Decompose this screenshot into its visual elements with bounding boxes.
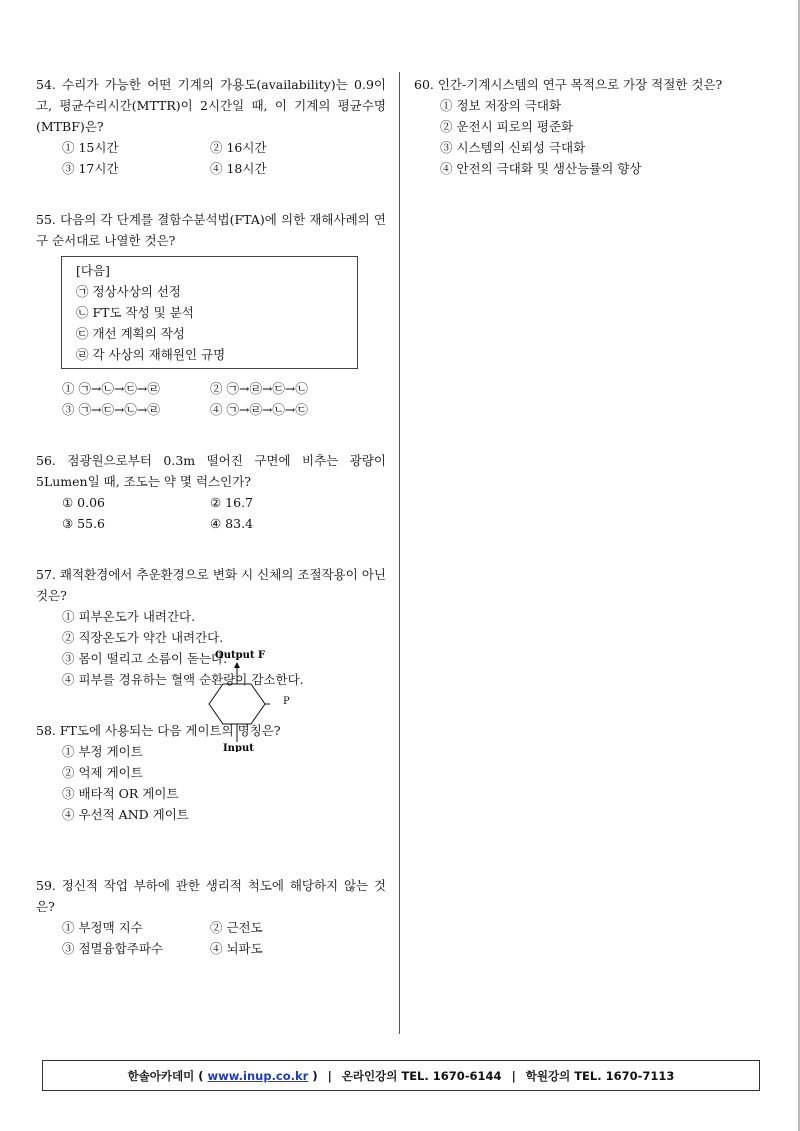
question-57: 57. 쾌적환경에서 추운환경으로 변화 시 신체의 조절작용이 아닌 것은?: [36, 567, 386, 603]
option: ① 부정 게이트: [62, 744, 143, 759]
footer-academy: 한솔아카데미 (: [127, 1068, 204, 1083]
question-55-options: [36, 378, 386, 420]
inhibit-gate-diagram: [175, 648, 270, 752]
column-divider: [399, 72, 400, 1034]
question-59: 59. 정신적 작업 부하에 관한 생리적 척도에 해당하지 않는 것은?: [36, 878, 386, 914]
condition-label: P: [283, 696, 290, 707]
input-label: Input: [223, 743, 254, 752]
output-arrow: [234, 662, 240, 668]
option: ③ 점멸융합주파수: [62, 941, 163, 956]
option: ③ ㉠→㉢→㉡→㉣: [62, 402, 160, 417]
option: ③ 배타적 OR 게이트: [62, 786, 179, 801]
option: ① ㉠→㉡→㉢→㉣: [62, 381, 160, 396]
footer-separator: |: [327, 1068, 332, 1083]
output-label: Output F: [215, 650, 266, 661]
question-58: 58. FT도에 사용되는 다음 게이트의 명칭은?: [36, 723, 281, 738]
right-column: [414, 74, 764, 179]
option: ② 근전도: [210, 920, 263, 935]
hexagon-gate: [209, 684, 265, 724]
option: ④ 피부를 경유하는 혈액 순환량이 감소한다.: [62, 672, 304, 687]
steps-box: [61, 256, 358, 369]
footer-offline-tel: 학원강의 TEL. 1670-7113: [525, 1068, 675, 1083]
option: ④ 뇌파도: [210, 941, 263, 956]
option: ④ ㉠→㉣→㉡→㉢: [210, 402, 308, 417]
footer-website-link[interactable]: www.inup.co.kr: [207, 1068, 309, 1083]
question-56-options: [36, 492, 386, 534]
step-item: ㉡ FT도 작성 및 분석: [76, 305, 194, 320]
question-58-options: [36, 741, 386, 825]
question-54-options: [36, 137, 386, 179]
option: ② 16시간: [210, 140, 267, 155]
option: ③ 시스템의 신뢰성 극대화: [440, 140, 586, 155]
option: ④ 18시간: [210, 161, 267, 176]
option: ② 운전시 피로의 평준화: [440, 119, 574, 134]
footer-online-tel: 온라인강의 TEL. 1670-6144: [341, 1068, 502, 1083]
left-column: [36, 74, 386, 959]
question-59-options: [36, 917, 386, 959]
steps-box-title: [다음]: [76, 263, 110, 278]
step-item: ㉣ 각 사상의 재해원인 규명: [76, 347, 226, 362]
footer-separator: |: [511, 1068, 516, 1083]
step-item: ㉠ 정상사상의 선정: [76, 284, 181, 299]
option: ④ 안전의 극대화 및 생산능률의 향상: [440, 161, 642, 176]
step-item: ㉢ 개선 계획의 작성: [76, 326, 185, 341]
option: ② 16.7: [210, 495, 254, 510]
footer-paren: ): [312, 1068, 318, 1083]
option: ③ 17시간: [62, 161, 119, 176]
question-55: 55. 다음의 각 단계를 결함수분석법(FTA)에 의한 재해사례의 연구 순서대로 나열한 것은?: [36, 212, 386, 248]
question-56: 56. 점광원으로부터 0.3m 떨어진 구면에 비추는 광량이 5Lumen일 때, 조도는 약 몇 럭스인가?: [36, 453, 386, 489]
option: ① 부정맥 지수: [62, 920, 143, 935]
option: ③ 몸이 떨리고 소름이 돋는다.: [62, 651, 228, 666]
option: ① 피부온도가 내려간다.: [62, 609, 196, 624]
option: ② 억제 게이트: [62, 765, 143, 780]
question-54: 54. 수리가 가능한 어떤 기계의 가용도(availability)는 0.9이고, 평균수리시간(MTTR)이 2시간일 때, 이 기계의 평균수명(MTBF)은?: [36, 77, 386, 134]
footer-bar: [42, 1060, 760, 1091]
question-60-options: [414, 95, 764, 179]
question-60: 60. 인간-기계시스템의 연구 목적으로 가장 적절한 것은?: [414, 77, 723, 92]
option: ④ 83.4: [210, 516, 254, 531]
option: ① 15시간: [62, 140, 119, 155]
option: ② 직장온도가 약간 내려간다.: [62, 630, 224, 645]
option: ④ 우선적 AND 게이트: [62, 807, 189, 822]
option: ② ㉠→㉣→㉢→㉡: [210, 381, 308, 396]
option: ③ 55.6: [62, 516, 106, 531]
option: ① 0.06: [62, 495, 106, 510]
option: ① 정보 저장의 극대화: [440, 98, 562, 113]
